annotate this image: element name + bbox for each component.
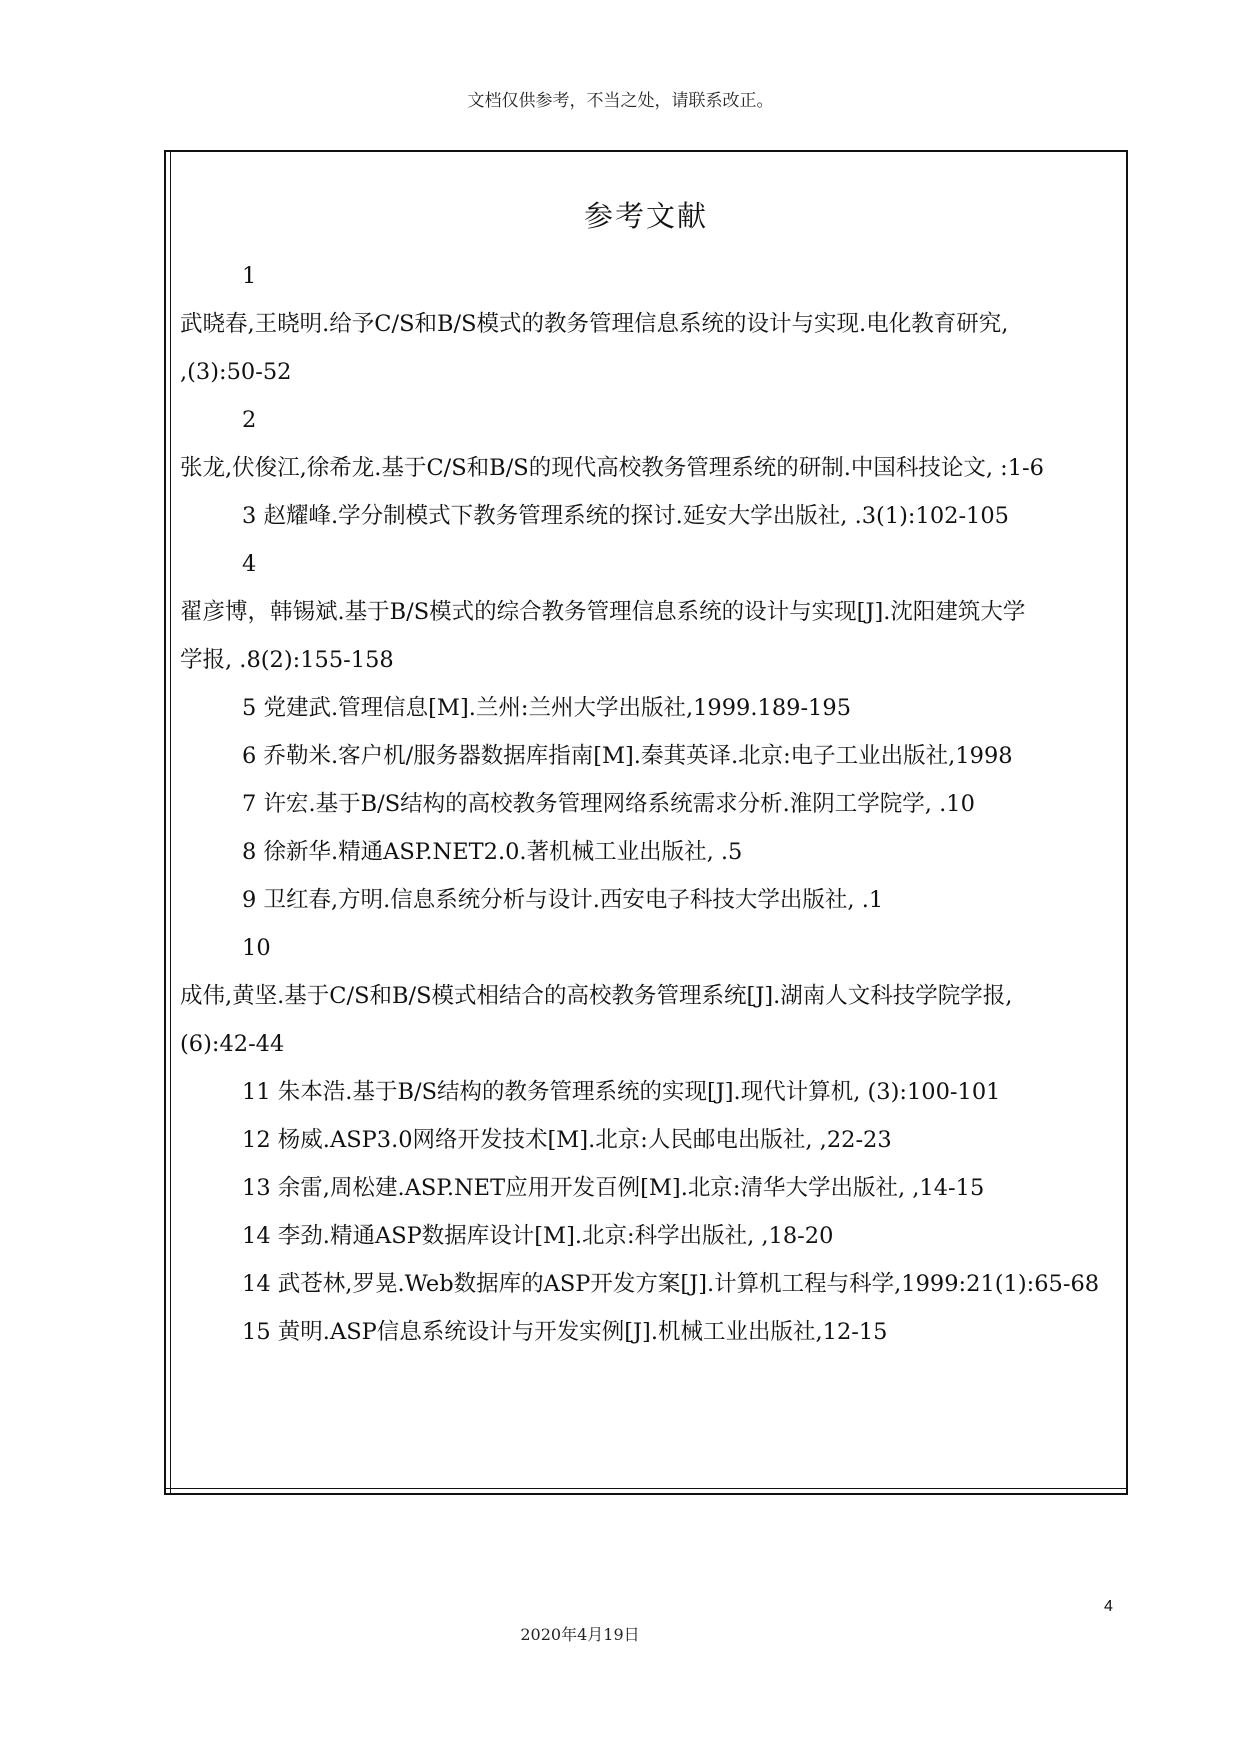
reference-item xyxy=(180,1260,1110,1308)
reference-number: 14 xyxy=(242,1223,278,1249)
reference-number: 15 xyxy=(242,1319,278,1345)
reference-text: 黄明.ASP信息系统设计与开发实例[J].机械工业出版社,12-15 xyxy=(277,1319,888,1345)
reference-text: 党建武.管理信息[M].兰州:兰州大学出版社,1999.189-195 xyxy=(263,695,852,721)
page-number: 4 xyxy=(1104,1598,1113,1615)
reference-number: 3 xyxy=(242,503,264,529)
reference-number: 8 xyxy=(242,839,264,865)
reference-text-continued: 学报, .8(2):155-158 xyxy=(180,647,394,673)
reference-text-continued: ,(3):50-52 xyxy=(180,359,292,385)
reference-text: 许宏.基于B/S结构的高校教务管理网络系统需求分析.淮阴工学院学, .10 xyxy=(263,791,975,817)
reference-number: 9 xyxy=(242,887,264,913)
reference-text: 张龙,伏俊江,徐希龙.基于C/S和B/S的现代高校教务管理系统的研制.中国科技论文, :1-6 xyxy=(180,455,1044,481)
reference-number: 4 xyxy=(242,551,257,577)
reference-number: 7 xyxy=(242,791,264,817)
reference-item xyxy=(180,1212,1110,1260)
reference-text: 武晓春,王晓明.给予C/S和B/S模式的教务管理信息系统的设计与实现.电化教育研究, xyxy=(180,311,1009,337)
reference-item xyxy=(180,1308,1110,1356)
reference-text: 徐新华.精通ASP.NET2.0.著机械工业出版社, .5 xyxy=(263,839,743,865)
reference-number: 2 xyxy=(242,407,257,433)
reference-number: 13 xyxy=(242,1175,278,1201)
reference-number: 10 xyxy=(242,935,271,961)
reference-item xyxy=(180,876,1110,924)
reference-text: 余雷,周松建.ASP.NET应用开发百例[M].北京:清华大学出版社, ,14-15 xyxy=(277,1175,985,1201)
footer-date: 2020年4月19日 xyxy=(520,1625,640,1644)
reference-item xyxy=(180,732,1110,780)
reference-list xyxy=(180,252,1110,1356)
reference-item xyxy=(180,684,1110,732)
reference-item xyxy=(180,1164,1110,1212)
reference-item xyxy=(180,1116,1110,1164)
reference-text: 武苍林,罗晃.Web数据库的ASP开发方案[J].计算机工程与科学,1999:21(1):65-68 xyxy=(277,1271,1100,1297)
reference-item xyxy=(180,492,1110,540)
reference-text: 朱本浩.基于B/S结构的教务管理系统的实现[J].现代计算机, (3):100-101 xyxy=(277,1079,1001,1105)
header-note: 文档仅供参考，不当之处，请联系改正。 xyxy=(467,91,774,111)
reference-text: 成伟,黄坚.基于C/S和B/S模式相结合的高校教务管理系统[J].湖南人文科技学院学报, xyxy=(180,983,1013,1009)
reference-text: 李劲.精通ASP数据库设计[M].北京:科学出版社, ,18-20 xyxy=(277,1223,834,1249)
reference-item xyxy=(180,924,1110,1068)
reference-item xyxy=(180,1068,1110,1116)
reference-number: 5 xyxy=(242,695,264,721)
reference-text: 赵耀峰.学分制模式下教务管理系统的探讨.延安大学出版社, .3(1):102-105 xyxy=(263,503,1009,529)
reference-text: 乔勒米.客户机/服务器数据库指南[M].秦萁英译.北京:电子工业出版社,1998 xyxy=(263,743,1013,769)
reference-item xyxy=(180,252,1110,396)
page-title: 参考文献 xyxy=(583,199,708,233)
reference-item xyxy=(180,828,1110,876)
content-frame xyxy=(164,150,1128,1495)
reference-number: 11 xyxy=(242,1079,278,1105)
reference-text: 翟彦博，韩锡斌.基于B/S模式的综合教务管理信息系统的设计与实现[J].沈阳建筑大学 xyxy=(180,599,1026,625)
reference-number: 14 xyxy=(242,1271,278,1297)
reference-number: 6 xyxy=(242,743,264,769)
reference-number: 12 xyxy=(242,1127,278,1153)
reference-item xyxy=(180,396,1110,492)
reference-item xyxy=(180,540,1110,684)
reference-text-continued: (6):42-44 xyxy=(180,1031,285,1057)
reference-text: 卫红春,方明.信息系统分析与设计.西安电子科技大学出版社, .1 xyxy=(263,887,884,913)
reference-text: 杨威.ASP3.0网络开发技术[M].北京:人民邮电出版社, ,22-23 xyxy=(277,1127,892,1153)
reference-number: 1 xyxy=(242,263,257,289)
reference-item xyxy=(180,780,1110,828)
